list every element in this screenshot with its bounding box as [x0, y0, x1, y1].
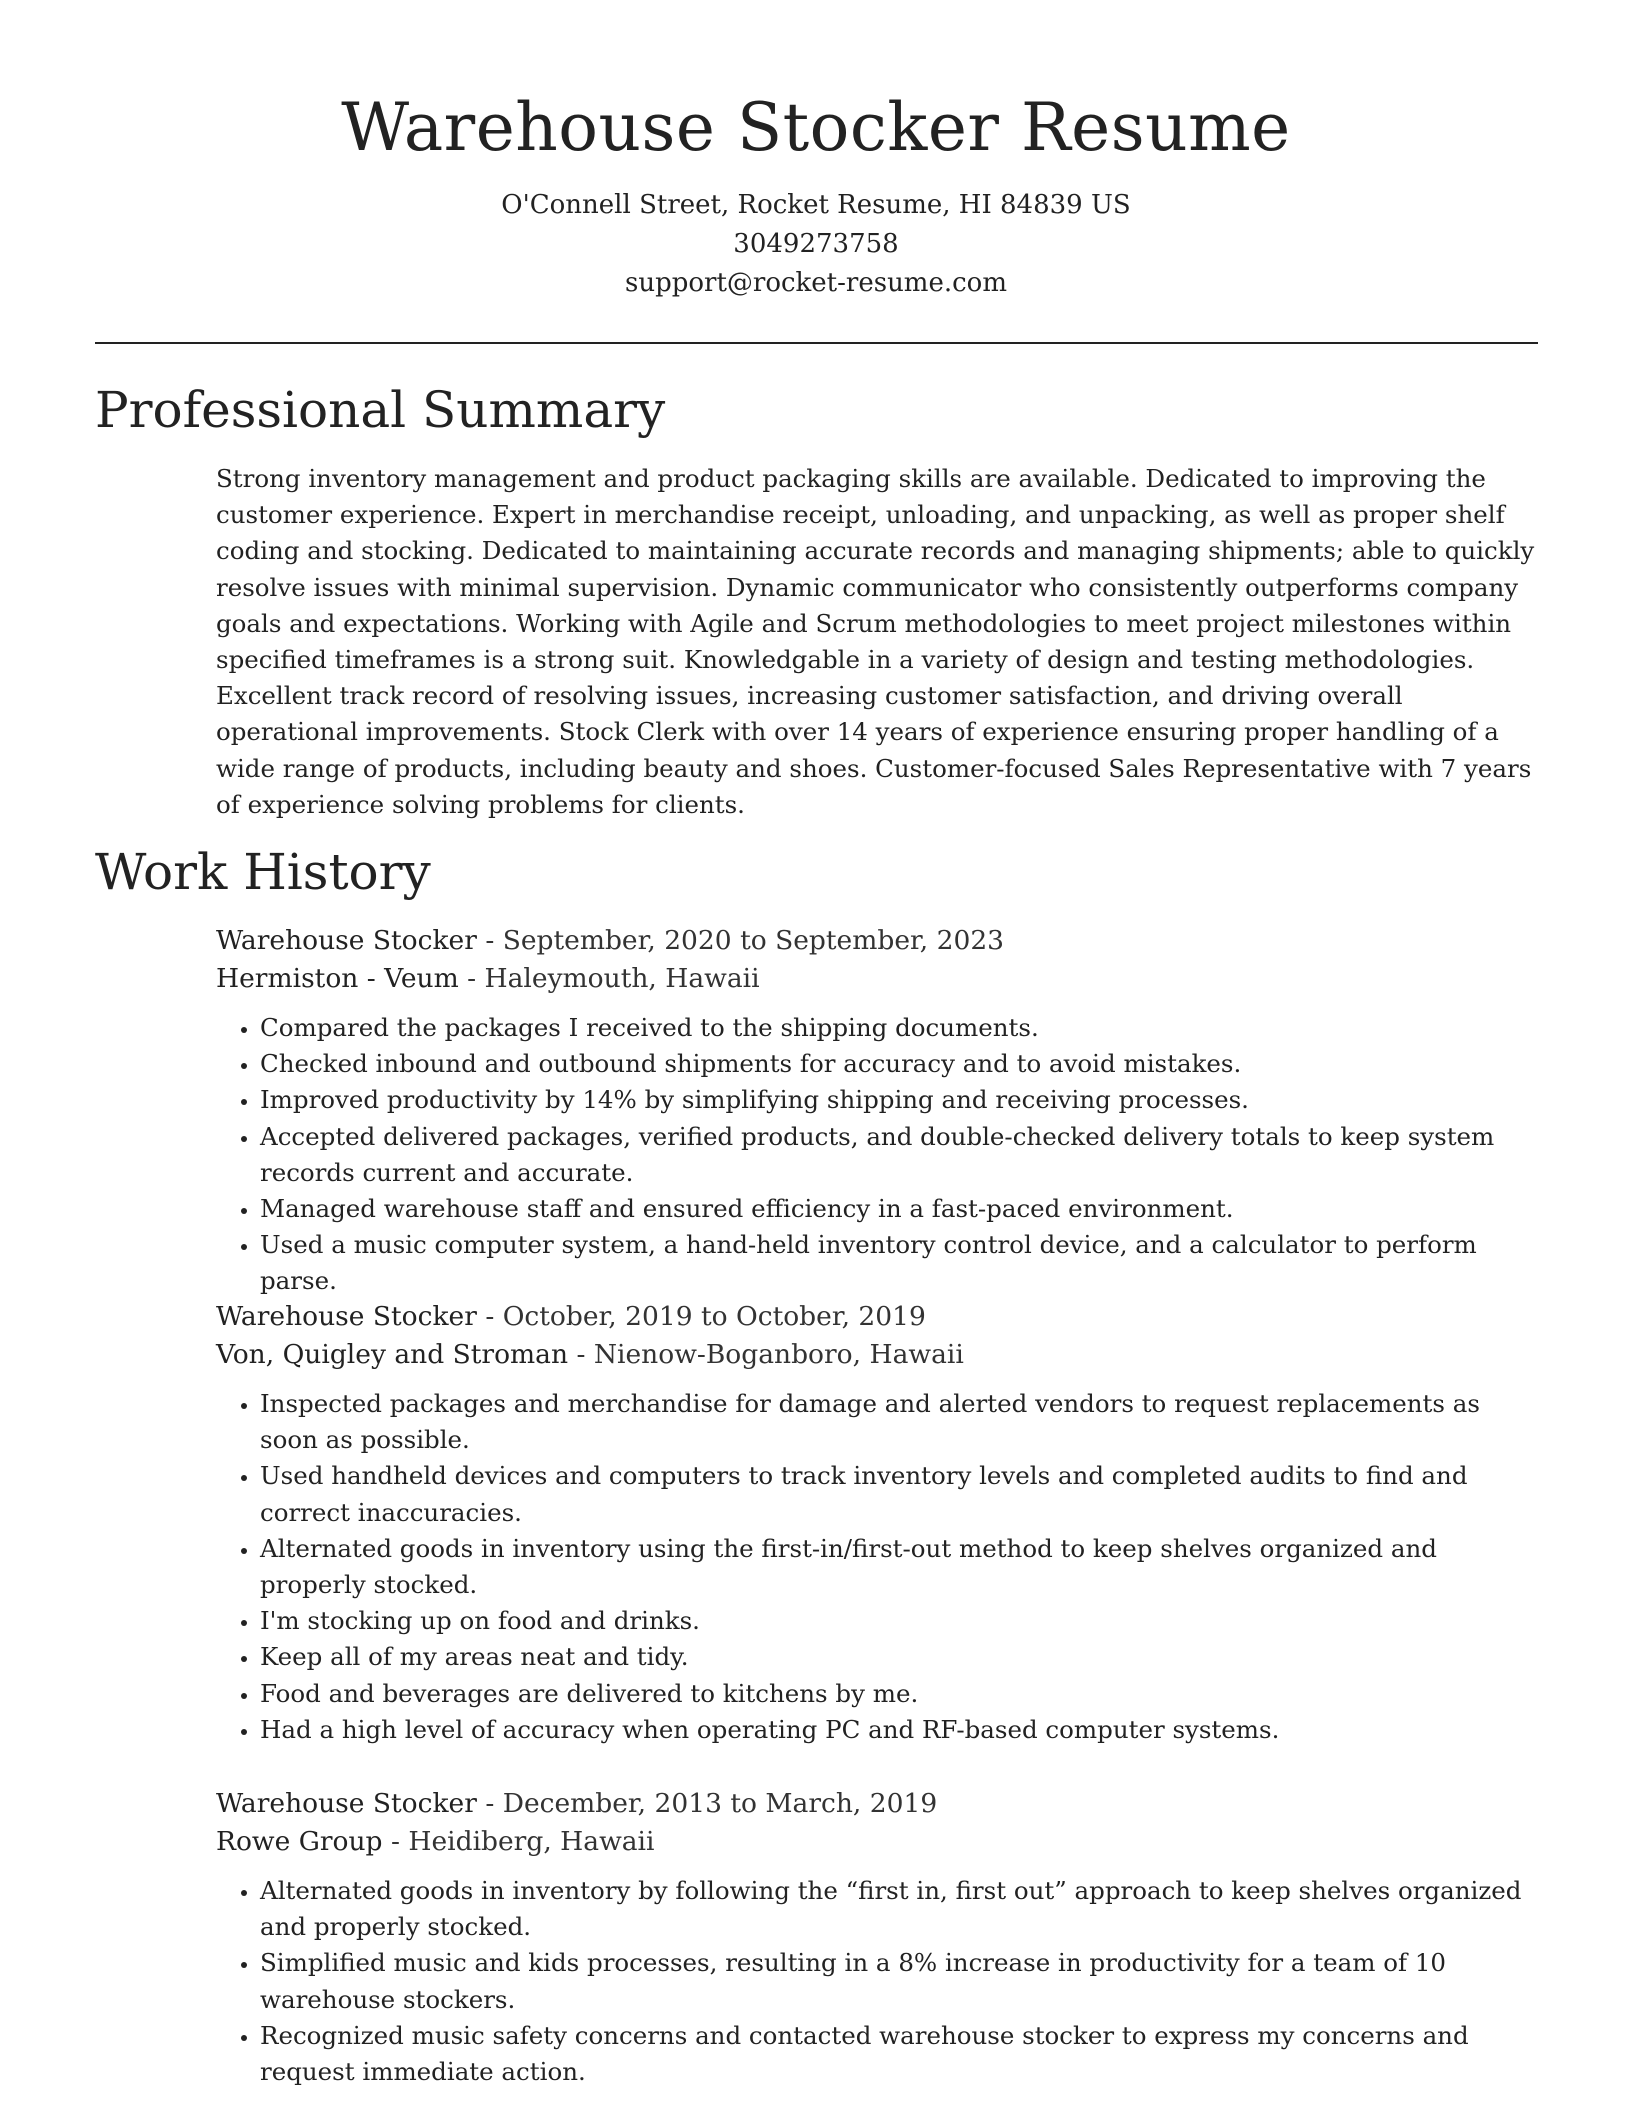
list-item: • Used handheld devices and computers to track inventory levels and completed audits to find and correct inaccuracies. — [260, 1458, 1536, 1530]
list-item: • Recognized music safety concerns and contacted warehouse stocker to express my concerns and request immediate action. — [260, 2018, 1536, 2090]
email-text: support@rocket-resume.com — [624, 268, 1007, 298]
work-history-heading: Work History — [95, 843, 431, 901]
list-item: • Had a high level of accuracy when operating PC and RF-based computer systems. — [260, 1712, 1536, 1748]
list-item: • Accepted delivered packages, verified products, and double-checked delivery totals to keep system records current and accurate. — [260, 1119, 1536, 1191]
job-dates: - October, 2019 to October, 2019 — [476, 1301, 926, 1332]
job-title: Warehouse Stocker — [216, 1788, 477, 1819]
job-location: - Heidiberg, Hawaii — [382, 1826, 655, 1857]
list-item: • I'm stocking up on food and drinks. — [260, 1603, 1536, 1639]
contact-block — [0, 186, 1632, 303]
job-title: Warehouse Stocker — [216, 925, 477, 956]
resume-title: Warehouse Stocker Resume — [341, 89, 1291, 166]
job-bullet-list — [216, 1873, 1536, 2090]
header-divider — [95, 342, 1538, 344]
job-dates: - September, 2020 to September, 2023 — [476, 925, 1005, 956]
list-item: • Compared the packages I received to the shipping documents. — [260, 1010, 1536, 1046]
job-bullet-list — [216, 1010, 1536, 1300]
list-item: • Alternated goods in inventory using the first-in/first-out method to keep shelves organized and properly stocked. — [260, 1531, 1536, 1603]
job-title-line — [216, 922, 1536, 960]
list-item: • Simplified music and kids processes, resulting in a 8% increase in productivity for a team of 10 warehouse stockers. — [260, 1945, 1536, 2017]
summary-heading: Professional Summary — [95, 381, 666, 439]
list-item: • Managed warehouse staff and ensured efficiency in a fast-paced environment. — [260, 1191, 1536, 1227]
job-company: Rowe Group — [216, 1826, 383, 1857]
job-title: Warehouse Stocker — [216, 1301, 477, 1332]
job-location: - Nienow-Boganboro, Hawaii — [568, 1339, 964, 1370]
job-company-line — [216, 1336, 1536, 1374]
list-item: • Checked inbound and outbound shipments for accuracy and to avoid mistakes. — [260, 1046, 1536, 1082]
list-item: • Inspected packages and merchandise for damage and alerted vendors to request replacements as soon as possible. — [260, 1386, 1536, 1458]
resume-header — [0, 78, 1632, 303]
job-company-line — [216, 960, 1536, 998]
list-item: • Alternated goods in inventory by following the “first in, first out” approach to keep shelves organized and properly stocked. — [260, 1873, 1536, 1945]
address-text: O'Connell Street, Rocket Resume, HI 84839 US — [501, 190, 1131, 220]
job-title-line — [216, 1298, 1536, 1336]
summary-text: Strong inventory management and product packaging skills are available. Dedicated to improving the customer experience. Expert in merchandise receipt, unloading, and unpacking, as well as proper shelf coding and stocking. Dedicated to maintaining accurate records and managing shipments; able to quickly resolve issues with minimal supervision. Dynamic communicator who consistently outperforms company goals and expectations. Working with Agile and Scrum methodologies to meet project milestones within specified timeframes is a strong suit. Knowledgable in a variety of design and testing methodologies. Excellent track record of resolving issues, increasing customer satisfaction, and driving overall operational improvements. Stock Clerk with over 14 years of experience ensuring proper handling of a wide range of products, including beauty and shoes. Customer-focused Sales Representative with 7 years of experience solving problems for clients. — [216, 464, 1535, 819]
job-entry-2 — [216, 1298, 1536, 1748]
list-item: • Used a music computer system, a hand-held inventory control device, and a calculator to perform parse. — [260, 1227, 1536, 1299]
job-title-line — [216, 1785, 1536, 1823]
list-item: • Keep all of my areas neat and tidy. — [260, 1639, 1536, 1675]
job-bullet-list — [216, 1386, 1536, 1748]
job-location: - Haleymouth, Hawaii — [458, 963, 760, 994]
list-item: • Improved productivity by 14% by simplifying shipping and receiving processes. — [260, 1082, 1536, 1118]
job-company-line — [216, 1823, 1536, 1861]
job-company: Hermiston - Veum — [216, 963, 459, 994]
job-entry-3 — [216, 1785, 1536, 2090]
list-item: • Food and beverages are delivered to kitchens by me. — [260, 1676, 1536, 1712]
job-company: Von, Quigley and Stroman — [216, 1339, 569, 1370]
phone-text: 3049273758 — [733, 229, 899, 259]
job-entry-1 — [216, 922, 1536, 1300]
job-dates: - December, 2013 to March, 2019 — [476, 1788, 938, 1819]
